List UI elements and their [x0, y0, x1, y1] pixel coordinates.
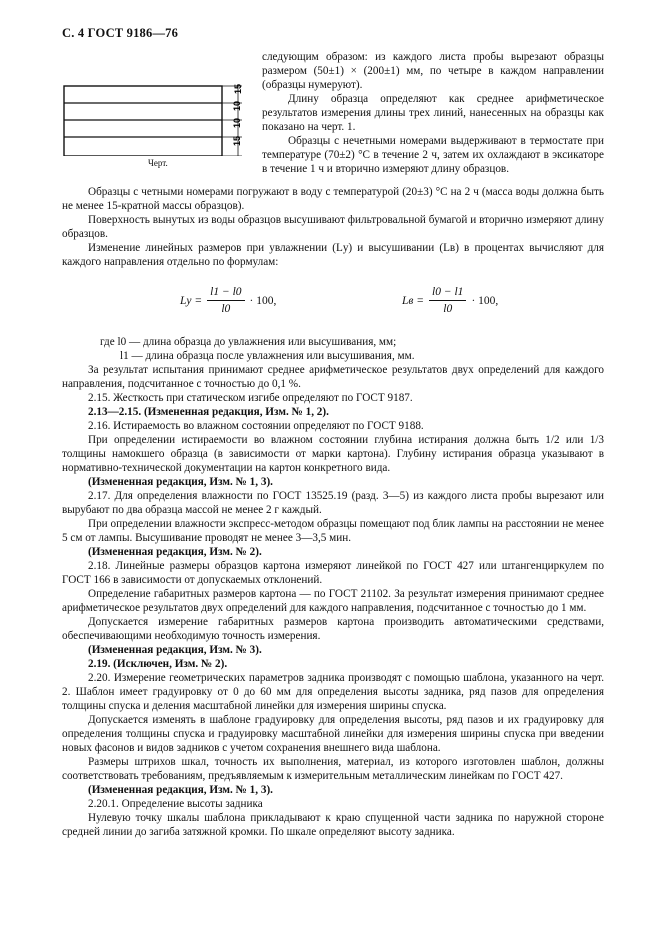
- paragraph: За результат испытания принимают среднее арифметическое результатов двух определений для каждого направления, подсчитанное с точностью до 0,1 %.: [62, 364, 604, 390]
- paragraph: 2.18. Линейные размеры образцов картона измеряют линейкой по ГОСТ 427 или штангенциркулем по ГОСТ 166 в зависимости от допускаемых отклонений.: [62, 560, 604, 586]
- amendment-note: (Измененная редакция, Изм. № 1, 3).: [88, 784, 273, 796]
- dim-label: 10: [232, 117, 242, 128]
- paragraph: 2.15. Жесткость при статическом изгибе определяют по ГОСТ 9187.: [88, 392, 413, 404]
- paragraph: При определении влажности экспресс-методом образцы помещают под блик лампы на расстоянии не менее 5 см от лампы. Высушивание проводят не менее 3—3,5 мин.: [62, 518, 604, 544]
- formula-lhs: Lу =: [180, 294, 203, 307]
- denominator: l0: [443, 303, 453, 315]
- numerator: l1 − l0: [207, 285, 244, 301]
- fraction: [429, 285, 466, 316]
- formula-tail: · 100,: [471, 294, 499, 307]
- paragraph: Допускается измерение габаритных размеров картона производить автоматическими средствами, обеспечивающими необходимую точность измерения.: [62, 616, 604, 642]
- figure-drawing: [62, 50, 246, 156]
- formula-tail: · 100,: [249, 294, 277, 307]
- paragraph: Размеры штрихов шкал, точность их выполнения, материал, из которого изготовлен шаблон, должны соответствовать требованиям, предъявляемым к измерительным металлическим линейкам по ГОСТ 427.: [62, 756, 604, 782]
- page-header: С. 4 ГОСТ 9186—76: [62, 26, 179, 40]
- paragraph: следующим образом: из каждого листа пробы вырезают образцы размером (50±1) × (200±1) мм, по четыре в каждом направлении (образцы нумеруют).: [262, 51, 604, 91]
- paragraph: 2.20.1. Определение высоты задника: [88, 798, 263, 810]
- paragraph: 2.16. Истираемость во влажном состоянии определяют по ГОСТ 9188.: [88, 420, 424, 432]
- dim-label: 15: [232, 135, 242, 146]
- paragraph: 2.20. Измерение геометрических параметров задника производят с помощью шаблона, указанного на черт. 2. Шаблон имеет градуировку от 0 до 60 мм для определения высоты задника, ряд пазов для определения толщины спуска и деления масштабной линейки для измерения ширины спуска.: [62, 672, 604, 712]
- denominator: l0: [221, 303, 231, 315]
- amendment-note: (Измененная редакция, Изм. № 2).: [88, 546, 262, 558]
- paragraph: Поверхность вынутых из воды образцов высушивают фильтровальной бумагой и вторично измеряют длину образцов.: [62, 214, 604, 240]
- paragraph: 2.17. Для определения влажности по ГОСТ 13525.19 (разд. 3—5) из каждого листа пробы вырезают или вырубают по два образца массой не менее 2 г каждый.: [62, 490, 604, 516]
- formula-dry: [402, 285, 498, 316]
- paragraph: Изменение линейных размеров при увлажнении (Lу) и высушивании (Lв) в процентах вычисляют для каждого направления отдельно по формулам:: [62, 242, 604, 268]
- definition: l1 — длина образца после увлажнения или высушивания, мм.: [120, 350, 415, 362]
- paragraph: При определении истираемости во влажном состоянии глубина истирания должна быть 1/2 или 1/3 толщины намокшего образца (в зависимости от марки картона). Глубину истирания образца указывают в нормативно-технической документации на картон конкретного вида.: [62, 434, 604, 474]
- paragraph: Определение габаритных размеров картона — по ГОСТ 21102. За результат измерения принимают среднее арифметическое результатов двух определений для каждого направления, подсчитанное с точностью до 1 мм.: [62, 588, 604, 614]
- amendment-note: 2.19. (Исключен, Изм. № 2).: [88, 658, 228, 670]
- top-section: [62, 50, 604, 185]
- figure-1: [62, 50, 246, 170]
- page: [62, 26, 604, 839]
- body-text: [62, 363, 604, 839]
- formula-humid: [180, 285, 276, 316]
- amendment-note: (Измененная редакция, Изм. № 3).: [88, 644, 262, 656]
- fraction: [207, 285, 244, 316]
- amendment-note: (Измененная редакция, Изм. № 1, 3).: [88, 476, 273, 488]
- paragraph: Образцы с нечетными номерами выдерживают в термостате при температуре (70±2) °С в течение 2 ч, затем их охлаждают в эксикаторе в течение 1 ч и вторично измеряют длину образцов.: [262, 135, 604, 175]
- top-text: [262, 50, 604, 176]
- numerator: l0 − l1: [429, 285, 466, 301]
- definitions: [62, 335, 604, 363]
- paragraph: Образцы с четными номерами погружают в воду с температурой (20±3) °С на 2 ч (масса воды должна быть не менее 15-кратной массы образцов).: [62, 186, 604, 212]
- paragraph: Длину образца определяют как среднее арифметическое результатов измерения длины трех линий, нанесенных на образцы как показано на черт. 1.: [262, 93, 604, 133]
- dim-label: 15: [233, 83, 243, 94]
- paragraph: Нулевую точку шкалы шаблона прикладывают к краю спущенной части задника по наружной стороне средней линии до загиба затяжной кромки. По шкале определяют высоту задника.: [62, 812, 604, 838]
- figure-caption: Черт.: [148, 158, 168, 168]
- definition: где l0 — длина образца до увлажнения или высушивания, мм;: [100, 336, 397, 348]
- formula-lhs: Lв =: [402, 294, 425, 307]
- formulas: [62, 275, 604, 331]
- amendment-note: 2.13—2.15. (Измененная редакция, Изм. № 1, 2).: [88, 406, 329, 418]
- paragraph: Допускается изменять в шаблоне градуировку для определения высоты, ряд пазов и их градуировку для определения толщины спуска и градуировку масштабной линейки для измерения ширины спуска при введении новых фасонов и видов задников с учетом сохранения внешнего вида шаблона.: [62, 714, 604, 754]
- dim-label: 10: [232, 100, 242, 111]
